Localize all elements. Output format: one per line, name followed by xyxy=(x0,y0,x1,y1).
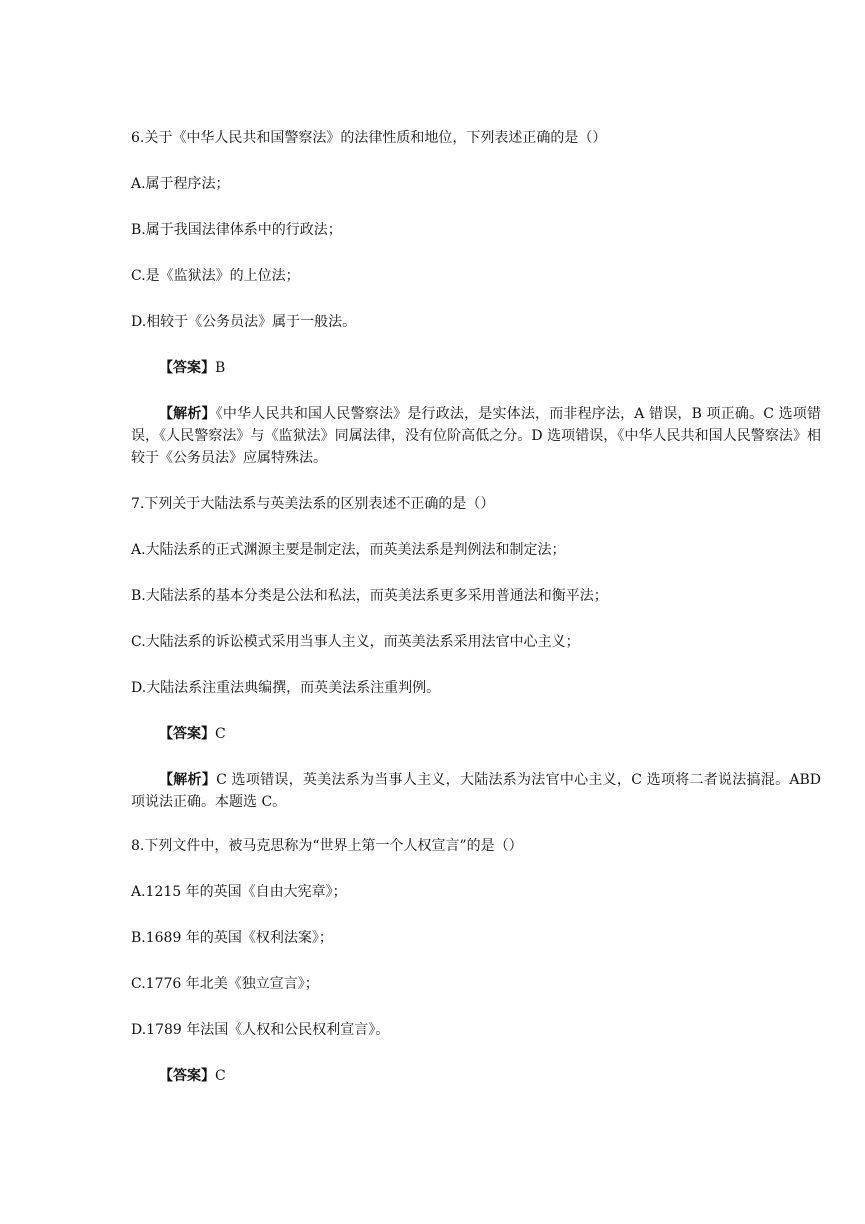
question-7-option-d: D.大陆法系注重法典编撰，而英美法系注重判例。 xyxy=(131,680,441,696)
answer-value: C xyxy=(215,726,226,742)
question-8-option-a: A.1215 年的英国《自由大宪章》； xyxy=(131,884,347,900)
question-7-text: 7.下列关于大陆法系与英美法系的区别表述不正确的是（） xyxy=(131,496,495,512)
question-8-option-b: B.1689 年的英国《权利法案》； xyxy=(131,930,333,946)
question-8-text: 8.下列文件中，被马克思称为“世界上第一个人权宣言”的是（） xyxy=(131,838,523,854)
question-7-option-b: B.大陆法系的基本分类是公法和私法，而英美法系更多采用普通法和衡平法； xyxy=(131,588,608,604)
question-6-option-a: A.属于程序法； xyxy=(131,176,230,192)
analysis-label: 【解析】 xyxy=(159,772,217,788)
answer-label: 【答案】 xyxy=(159,726,215,742)
question-6-analysis xyxy=(131,403,821,469)
answer-value: C xyxy=(215,1068,226,1084)
question-8-option-c: C.1776 年北美《独立宣言》； xyxy=(131,976,319,992)
question-7-answer xyxy=(159,723,849,745)
question-6-option-b: B.属于我国法律体系中的行政法； xyxy=(131,222,342,238)
question-8-answer xyxy=(159,1065,849,1087)
answer-value: B xyxy=(215,360,226,376)
question-8-option-d: D.1789 年法国《人权和公民权利宣言》。 xyxy=(131,1022,390,1038)
question-7-analysis xyxy=(131,769,821,813)
question-7-option-a: A.大陆法系的正式渊源主要是制定法，而英美法系是判例法和制定法； xyxy=(131,542,566,558)
question-7-option-c: C.大陆法系的诉讼模式采用当事人主义，而英美法系采用法官中心主义； xyxy=(131,634,580,650)
question-6-answer xyxy=(159,357,849,379)
analysis-text: 《中华人民共和国人民警察法》是行政法，是实体法，而非程序法，A 错误，B 项正确。C 选项错误，《人民警察法》与《监狱法》同属法律，没有位阶高低之分。D 选项错误，《中华人民共和国人民警察法》相较于《公务员法》应属特殊法。 xyxy=(131,406,821,466)
question-6-option-d: D.相较于《公务员法》属于一般法。 xyxy=(131,314,357,330)
question-6-text: 6.关于《中华人民共和国警察法》的法律性质和地位，下列表述正确的是（） xyxy=(131,130,607,146)
analysis-label: 【解析】 xyxy=(159,406,216,422)
question-6-option-c: C.是《监狱法》的上位法； xyxy=(131,268,300,284)
answer-label: 【答案】 xyxy=(159,360,215,376)
analysis-text: C 选项错误，英美法系为当事人主义，大陆法系为法官中心主义，C 选项将二者说法搞混。ABD 项说法正确。本题选 C。 xyxy=(131,772,822,810)
answer-label: 【答案】 xyxy=(159,1068,215,1084)
